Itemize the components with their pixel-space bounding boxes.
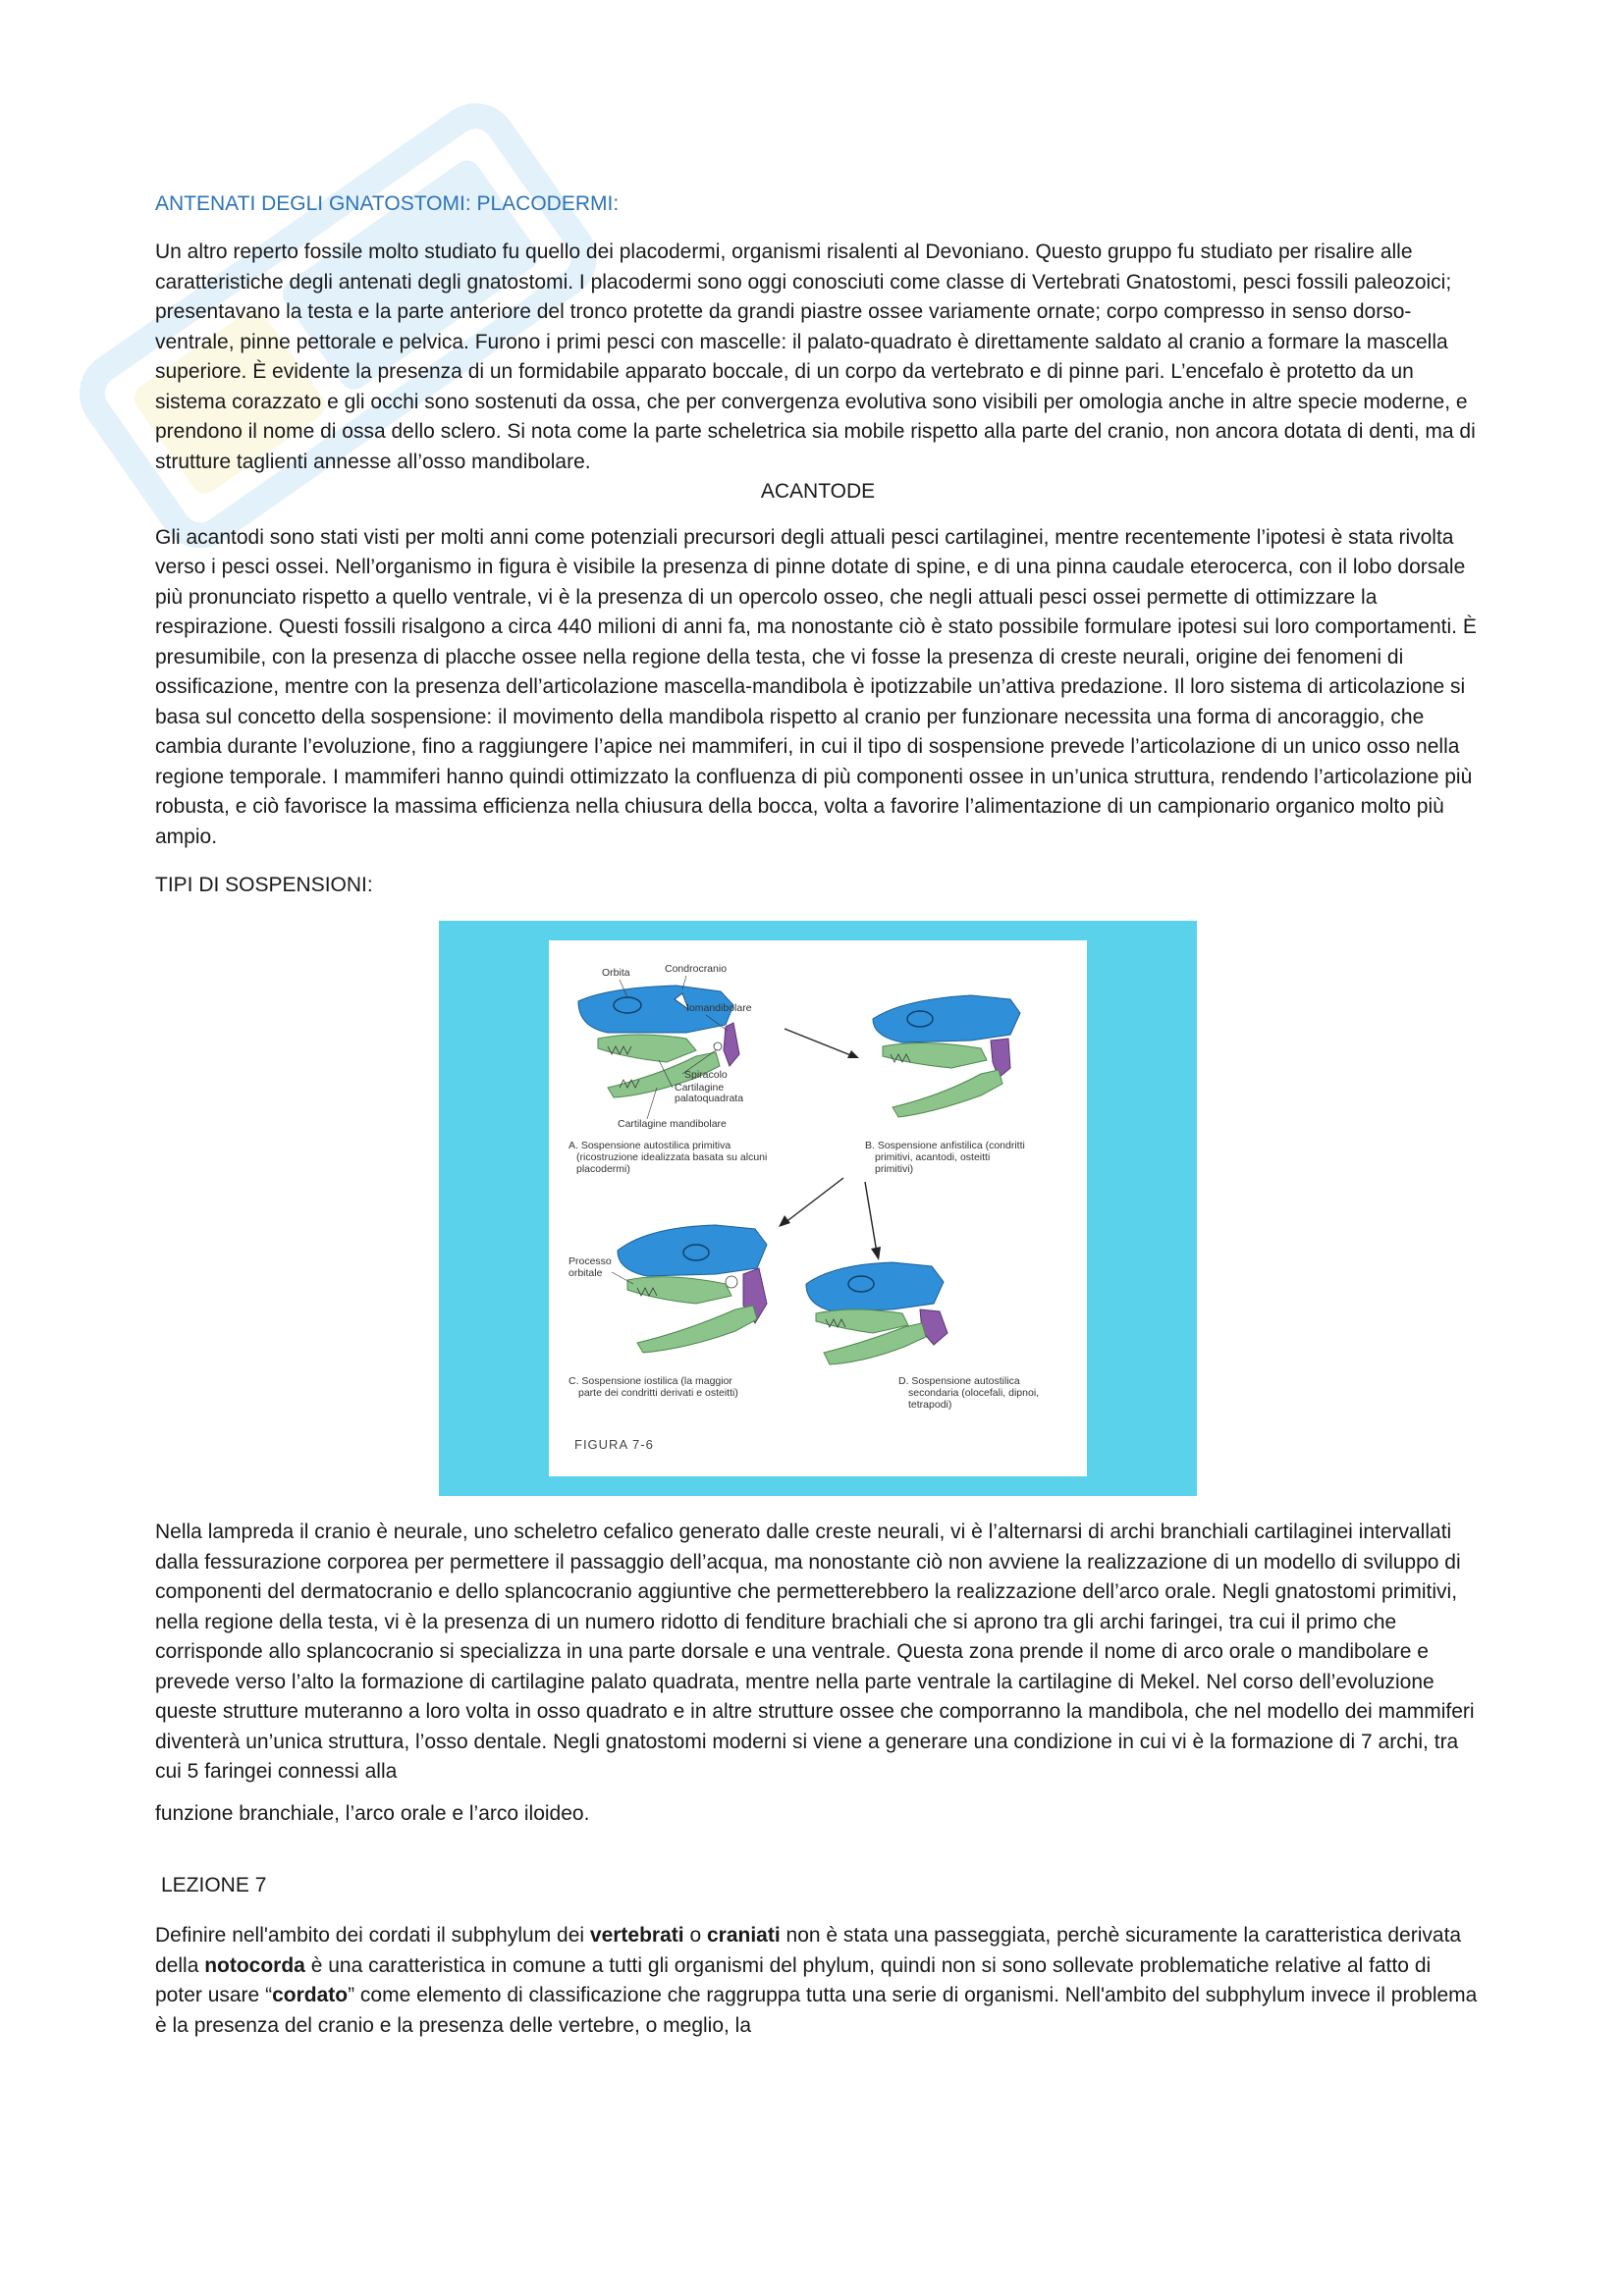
paragraph-lampreda: Nella lampreda il cranio è neurale, uno scheletro cefalico generato dalle creste neurali, vi è l’alternarsi di archi branchiali cartilaginei intervallati dalla fessurazione corporea per permettere il passaggio dell’acqua, ma nonostante ciò non avviene la realizzazione di un modello di sviluppo di componenti del dermatocranio e dello splancocranio aggiuntive che permetterebbero la realizzazione dell’arco orale. Negli gnatostomi primitivi, nella regione della testa, vi è la presenza di un numero ridotto di fenditure brachiali che si aprono tra gli archi faringei, tra cui il primo che corrisponde allo splancocranio si specializza in una parte dorsale e una ventrale. Questa zona prende il nome di arco orale o mandibolare e prevede verso l’alto la formazione di cartilagine palato quadrata, mentre nella parte ventrale la cartilagine di Mekel. Nel corso dell’evoluzione queste strutture muteranno a loro volta in osso quadrato e in altre strutture ossee che comporranno la mandibola, che nel modello dei mammiferi diventerà un’unica struttura, l’osso dentale. Negli gnatostomi moderni si viene a generare una condizione in cui vi è la formazione di 7 archi, tra cui 5 faringei connessi alla bbox=[155, 1521, 1475, 1783]
panel-a bbox=[568, 963, 767, 1175]
label-processo-1: Processo bbox=[568, 1255, 612, 1267]
label-iomandibolare: Iomandibolare bbox=[686, 1002, 752, 1014]
panel-c bbox=[568, 1225, 767, 1399]
paragraph-lezione-7 bbox=[155, 1921, 1481, 2041]
label-cartilagine-1: Cartilagine bbox=[675, 1082, 725, 1094]
arrow-b-c bbox=[785, 1178, 843, 1223]
paragraph-lampreda-tail: funzione branchiale, l’arco orale e l’arco iloideo. bbox=[155, 1801, 590, 1825]
lezione-text-3: non è stata una passeggiata, perchè sicuramente la caratteristica derivata della bbox=[155, 1924, 1462, 1977]
label-cartilagine-mandibolare: Cartilagine mandibolare bbox=[618, 1118, 727, 1130]
section-title-sospensioni: TIPI DI SOSPENSIONI: bbox=[155, 874, 373, 896]
section-title-lezione-7: LEZIONE 7 bbox=[161, 1874, 267, 1896]
bold-cordato: cordato bbox=[272, 1984, 349, 2006]
bold-craniati: craniati bbox=[706, 1924, 781, 1947]
caption-a-1: A. Sospensione autostilica primitiva bbox=[568, 1140, 731, 1151]
arrow-b-d bbox=[865, 1182, 877, 1253]
arrow-a-b bbox=[785, 1029, 853, 1056]
panel-d bbox=[806, 1262, 1039, 1411]
caption-d-1: D. Sospensione autostilica bbox=[898, 1375, 1020, 1387]
bold-vertebrati: vertebrati bbox=[589, 1924, 684, 1947]
caption-d-2: secondaria (olocefali, dipnoi, bbox=[908, 1387, 1040, 1399]
label-orbita: Orbita bbox=[602, 967, 630, 979]
lezione-text-5: ” come elemento di classificazione che raggruppa tutta una serie di organismi. Nell'ambito del subphylum invece il problema è la presenza del cranio e la presenza delle vertebre, o meglio, la bbox=[155, 1984, 1478, 2037]
section-title-placodermi: ANTENATI DEGLI GNATOSTOMI: PLACODERMI: bbox=[155, 192, 620, 215]
label-spiracolo: Spiracolo bbox=[684, 1069, 728, 1081]
figure-suspension-types bbox=[439, 921, 1197, 1496]
lezione-text-4: è una caratteristica in comune a tutti gli organismi del phylum, quindi non si sono sollevate problematiche relative al fatto di poter usare “ bbox=[155, 1953, 1432, 2006]
caption-a-3: placodermi) bbox=[576, 1163, 630, 1175]
figure-canvas bbox=[549, 940, 1087, 1476]
bold-notocorda: notocorda bbox=[204, 1953, 305, 1977]
caption-d-3: tetrapodi) bbox=[908, 1399, 952, 1411]
suspension-diagram bbox=[549, 940, 1087, 1476]
lezione-text-1: Definire nell'ambito dei cordati il subphylum dei bbox=[155, 1924, 590, 1947]
caption-b-2: primitivi, acantodi, osteitti bbox=[875, 1151, 991, 1163]
panel-b bbox=[865, 995, 1025, 1175]
section-title-acantode: ACANTODE bbox=[760, 480, 876, 503]
caption-c-1: C. Sospensione iostilica (la maggior bbox=[568, 1375, 732, 1387]
document-content bbox=[155, 192, 1481, 2041]
figure-number: FIGURA 7-6 bbox=[574, 1437, 654, 1452]
lezione-text-2: o bbox=[683, 1924, 707, 1947]
label-cartilagine-2: palatoquadrata bbox=[675, 1093, 744, 1104]
label-processo-2: orbitale bbox=[568, 1267, 603, 1279]
label-condrocranio: Condrocranio bbox=[665, 963, 728, 975]
caption-c-2: parte dei condritti derivati e osteitti) bbox=[578, 1387, 738, 1399]
caption-b-1: B. Sospensione anfistilica (condritti bbox=[865, 1140, 1025, 1151]
caption-b-3: primitivi) bbox=[875, 1163, 914, 1175]
caption-a-2: (ricostruzione idealizzata basata su alcuni bbox=[576, 1151, 768, 1163]
paragraph-acantode: Gli acantodi sono stati visti per molti anni come potenziali precursori degli attuali pesci cartilaginei, mentre recentemente l’ipotesi è stata rivolta verso i pesci ossei. Nell’organismo in figura è visibile la presenza di pinne dotate di spine, e di una pinna caudale eterocerca, con il lobo dorsale più pronunciato rispetto a quello ventrale, vi è la presenza di un opercolo osseo, che negli attuali pesci ossei permette di ottimizzare la respirazione. Questi fossili risalgono a circa 440 milioni di anni fa, ma nonostante ciò è stato possibile formulare ipotesi sui loro comportamenti. È presumibile, con la presenza di placche ossee nella regione della testa, che vi fosse la presenza di creste neurali, origine dei fenomeni di ossificazione, mentre con la presenza dell’articolazione mascella-mandibola è ipotizzabile un’attiva predazione. Il loro sistema di articolazione si basa sul concetto della sospensione: il movimento della mandibola rispetto al cranio per funzionare necessita una forma di ancoraggio, che cambia durante l’evoluzione, fino a raggiungere l’apice nei mammiferi, in cui il tipo di sospensione prevede l’articolazione di un unico osso nella regione temporale. I mammiferi hanno quindi ottimizzato la confluenza di più componenti ossee in un’unica struttura, rendendo l’articolazione più robusta, e ciò favorisce la massima efficienza nella chiusura della bocca, volta a favorire l’alimentazione di un campionario organico molto più ampio. bbox=[155, 525, 1477, 848]
paragraph-placodermi: Un altro reperto fossile molto studiato fu quello dei placodermi, organismi risalenti al Devoniano. Questo gruppo fu studiato per risalire alle caratteristiche degli antenati degli gnatostomi. I placodermi sono oggi conosciuti come classe di Vertebrati Gnatostomi, pesci fossili paleozoici; presentavano la testa e la parte anteriore del tronco protette da grandi piastre ossee variamente ornate; corpo compresso in senso dorso-ventrale, pinne pettorale e pelvica. Furono i primi pesci con mascelle: il palato-quadrato è direttamente saldato al cranio a formare la mascella superiore. È evidente la presenza di un formidabile apparato boccale, di un corpo da vertebrato e di pinne pari. L’encefalo è protetto da un sistema corazzato e gli occhi sono sostenuti da ossa, che per convergenza evolutiva sono visibili per omologia anche in altre specie moderne, e prendono il nome di ossa dello sclero. Si nota come la parte scheletrica sia mobile rispetto alla parte del cranio, non ancora dotata di denti, ma di strutture taglienti annesse all’osso mandibolare. bbox=[155, 240, 1476, 473]
